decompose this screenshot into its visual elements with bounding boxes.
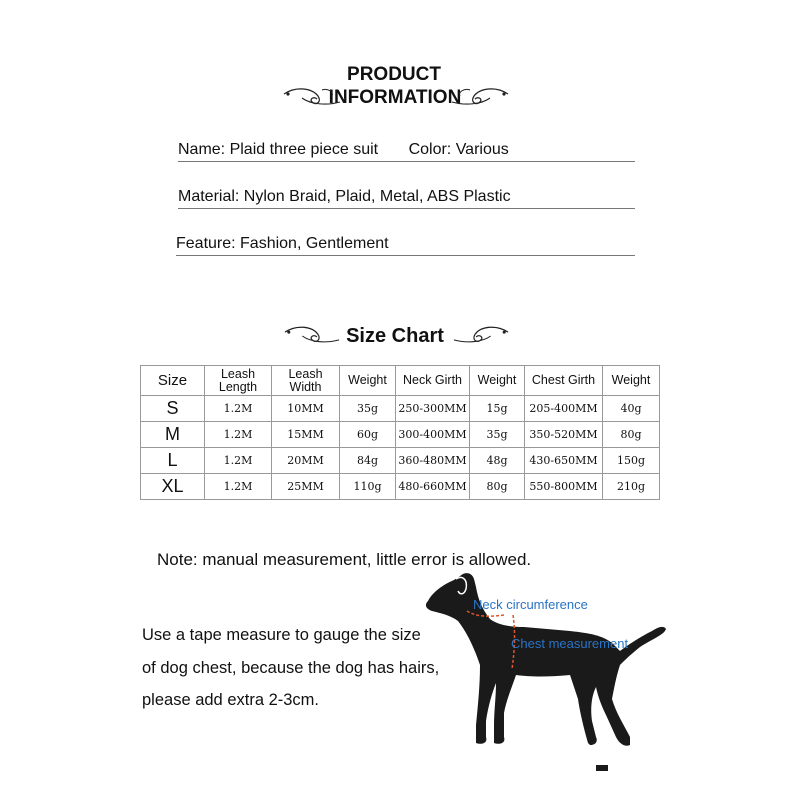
- table-cell: 80g: [470, 474, 525, 500]
- size-chart-right-flourish: [452, 322, 510, 350]
- table-cell: 10MM: [272, 396, 340, 422]
- table-cell: 300-400MM: [396, 422, 470, 448]
- table-cell: 150g: [603, 448, 660, 474]
- product-info-title-line1: PRODUCT: [347, 64, 441, 85]
- header-leash-length: [205, 366, 272, 396]
- header-weight-harness: Weight: [603, 366, 660, 396]
- instruction-line-2: of dog chest, because the dog has hairs,: [142, 659, 440, 677]
- table-cell-size: M: [141, 422, 205, 448]
- table-cell: 20MM: [272, 448, 340, 474]
- table-cell: 1.2M: [205, 396, 272, 422]
- info-line-material: [178, 188, 635, 209]
- chest-measurement-label: Chest measurement: [511, 636, 629, 651]
- header-size: Size: [141, 366, 205, 396]
- left-flourish-ornament: [282, 84, 342, 112]
- product-info-title-line2: INFORMATION: [328, 87, 462, 108]
- table-cell: 110g: [340, 474, 396, 500]
- table-cell: 48g: [470, 448, 525, 474]
- table-cell: 35g: [340, 396, 396, 422]
- info-line-feature: [176, 235, 635, 256]
- table-cell: 15g: [470, 396, 525, 422]
- header-leash-width: [272, 366, 340, 396]
- neck-circumference-label: Neck circumference: [473, 597, 588, 612]
- instruction-line-3: please add extra 2-3cm.: [142, 691, 320, 709]
- table-cell: 1.2M: [205, 474, 272, 500]
- size-chart-left-flourish: [283, 322, 341, 350]
- table-cell: 250-300MM: [396, 396, 470, 422]
- table-cell: 35g: [470, 422, 525, 448]
- header-leash-width-line1: Leash: [288, 366, 323, 381]
- table-header-row: [141, 366, 660, 396]
- table-cell: 84g: [340, 448, 396, 474]
- table-cell: 430-650MM: [525, 448, 603, 474]
- header-weight-collar: Weight: [470, 366, 525, 396]
- header-weight-leash: Weight: [340, 366, 396, 396]
- table-row: [141, 422, 660, 448]
- table-cell: 1.2M: [205, 448, 272, 474]
- product-name: Name: Plaid three piece suit: [178, 141, 379, 158]
- table-cell-size: L: [141, 448, 205, 474]
- table-cell: 80g: [603, 422, 660, 448]
- table-cell: 480-660MM: [396, 474, 470, 500]
- table-cell: 60g: [340, 422, 396, 448]
- header-leash-length-line2: Length: [218, 379, 258, 394]
- table-cell: 210g: [603, 474, 660, 500]
- info-line-name-color: [178, 141, 635, 162]
- header-chest-girth: Chest Girth: [525, 366, 603, 396]
- header-leash-width-line2: Width: [289, 379, 322, 394]
- table-cell: 15MM: [272, 422, 340, 448]
- header-neck-girth: Neck Girth: [396, 366, 470, 396]
- table-cell: 360-480MM: [396, 448, 470, 474]
- table-row: [141, 474, 660, 500]
- product-feature: Feature: Fashion, Gentlement: [176, 235, 389, 252]
- product-color: Color: Various: [408, 141, 509, 158]
- measurement-note: Note: manual measurement, little error is allowed.: [157, 550, 532, 569]
- product-material: Material: Nylon Braid, Plaid, Metal, ABS Plastic: [178, 188, 511, 205]
- table-cell: 1.2M: [205, 422, 272, 448]
- table-row: [141, 448, 660, 474]
- size-chart-table: [140, 365, 660, 500]
- table-cell: 550-800MM: [525, 474, 603, 500]
- table-cell-size: S: [141, 396, 205, 422]
- right-flourish-ornament: [450, 84, 510, 112]
- size-chart-title: Size Chart: [346, 325, 444, 347]
- header-leash-length-line1: Leash: [220, 366, 256, 381]
- table-cell: 25MM: [272, 474, 340, 500]
- table-row: [141, 396, 660, 422]
- table-cell-size: XL: [141, 474, 205, 500]
- table-cell: 40g: [603, 396, 660, 422]
- table-cell: 205-400MM: [525, 396, 603, 422]
- table-cell: 350-520MM: [525, 422, 603, 448]
- instruction-line-1: Use a tape measure to gauge the size: [142, 626, 421, 644]
